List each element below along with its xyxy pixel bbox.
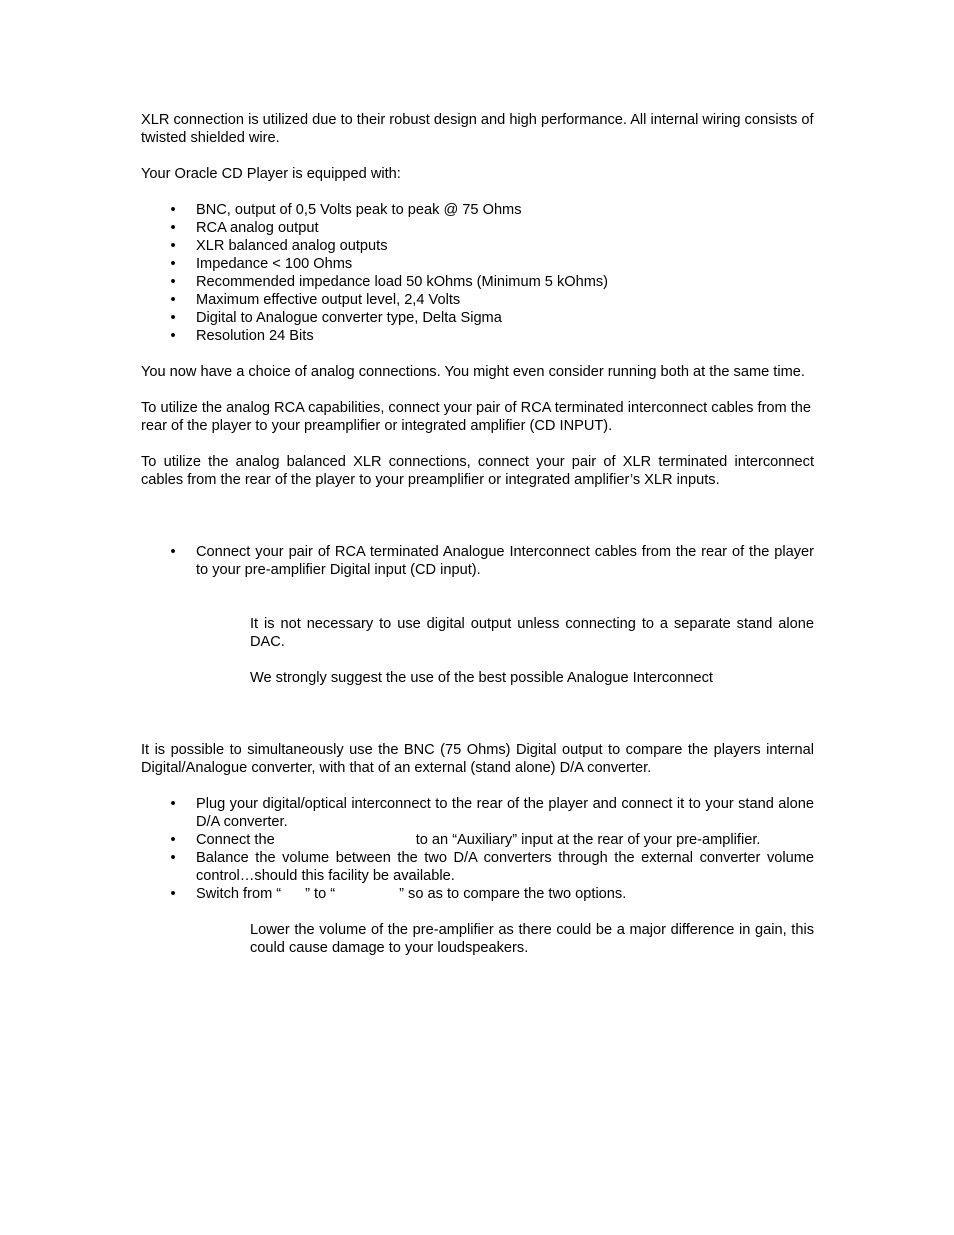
- analog-choice-paragraph: You now have a choice of analog connections. You might even consider running both at the same time.: [141, 364, 805, 380]
- bullet-icon: •: [170, 328, 176, 344]
- feature-text: BNC, output of 0,5 Volts peak to peak @ 75 Ohms: [196, 202, 522, 218]
- feature-list: [141, 201, 814, 345]
- switch-compare-text: ” so as to compare the two options.: [399, 886, 627, 902]
- feature-text: Recommended impedance load 50 kOhms (Minimum 5 kOhms): [196, 274, 609, 290]
- compare-step-text: Plug your digital/optical interconnect to the rear of the player and connect it to your stand alone D/A converter.: [196, 796, 814, 830]
- compare-step-item: [141, 831, 814, 849]
- bullet-icon: •: [170, 886, 176, 902]
- bullet-icon: •: [170, 202, 176, 218]
- connect-steps-list: [141, 543, 814, 579]
- auxiliary-input-text: to an “Auxiliary” input at the rear of your pre-amplifier.: [415, 832, 761, 848]
- feature-item: [141, 219, 814, 237]
- compare-intro-paragraph: It is possible to simultaneously use the BNC (75 Ohms) Digital output to compare the players internal Digital/Analogue converter, with that of an external (stand alone) D/A converter.: [141, 742, 814, 776]
- feature-item: [141, 201, 814, 219]
- bullet-icon: •: [170, 238, 176, 254]
- feature-item: [141, 273, 814, 291]
- feature-text: XLR balanced analog outputs: [196, 238, 388, 254]
- feature-item: [141, 309, 814, 327]
- feature-text: Digital to Analogue converter type, Delta Sigma: [196, 310, 502, 326]
- analog-xlr-paragraph: To utilize the analog balanced XLR connections, connect your pair of XLR terminated interconnect cables from the rear of the player to your preamplifier or integrated amplifier’s XLR inputs.: [141, 454, 814, 488]
- bullet-icon: •: [170, 274, 176, 290]
- switch-to-text: ” to “: [305, 886, 336, 902]
- feature-item: [141, 291, 814, 309]
- connect-step-item: [141, 543, 814, 579]
- switch-from-text: Switch from “: [196, 886, 282, 902]
- compare-step-item: [141, 885, 814, 903]
- volume-warning-note: Lower the volume of the pre-amplifier as there could be a major difference in gain, this could cause damage to your loudspeakers.: [250, 922, 814, 956]
- bullet-icon: •: [170, 850, 176, 866]
- compare-step-text: Balance the volume between the two D/A converters through the external converter volume control…should this facility be available.: [196, 850, 814, 884]
- feature-text: Resolution 24 Bits: [196, 328, 314, 344]
- feature-text: Impedance < 100 Ohms: [196, 256, 353, 272]
- compare-steps-list: [141, 795, 814, 903]
- equipped-paragraph: Your Oracle CD Player is equipped with:: [141, 166, 401, 182]
- connect-step-text: Connect your pair of RCA terminated Analogue Interconnect cables from the rear of the player to your pre-amplifier Digital input (CD input).: [196, 544, 814, 578]
- bullet-icon: •: [170, 292, 176, 308]
- connect-the-text: Connect the: [196, 832, 275, 848]
- feature-item: [141, 237, 814, 255]
- bullet-icon: •: [170, 310, 176, 326]
- compare-step-item: [141, 795, 814, 831]
- analog-rca-paragraph: To utilize the analog RCA capabilities, connect your pair of RCA terminated interconnect cables from the rear of the player to your preamplifier or integrated amplifier (CD INPUT).: [141, 400, 812, 434]
- bullet-icon: •: [170, 256, 176, 272]
- feature-text: Maximum effective output level, 2,4 Volts: [196, 292, 461, 308]
- document-page: [141, 111, 814, 957]
- feature-text: RCA analog output: [196, 220, 319, 236]
- bullet-icon: •: [170, 544, 176, 560]
- compare-step-item: [141, 849, 814, 885]
- bullet-icon: •: [170, 832, 176, 848]
- xlr-intro-paragraph: XLR connection is utilized due to their robust design and high performance. All internal wiring consists of twisted shielded wire.: [141, 112, 814, 146]
- digital-output-note: It is not necessary to use digital output unless connecting to a separate stand alone DAC.: [250, 616, 814, 650]
- bullet-icon: •: [170, 220, 176, 236]
- bullet-icon: •: [170, 796, 176, 812]
- interconnect-note: We strongly suggest the use of the best possible Analogue Interconnect: [250, 670, 713, 686]
- feature-item: [141, 255, 814, 273]
- feature-item: [141, 327, 814, 345]
